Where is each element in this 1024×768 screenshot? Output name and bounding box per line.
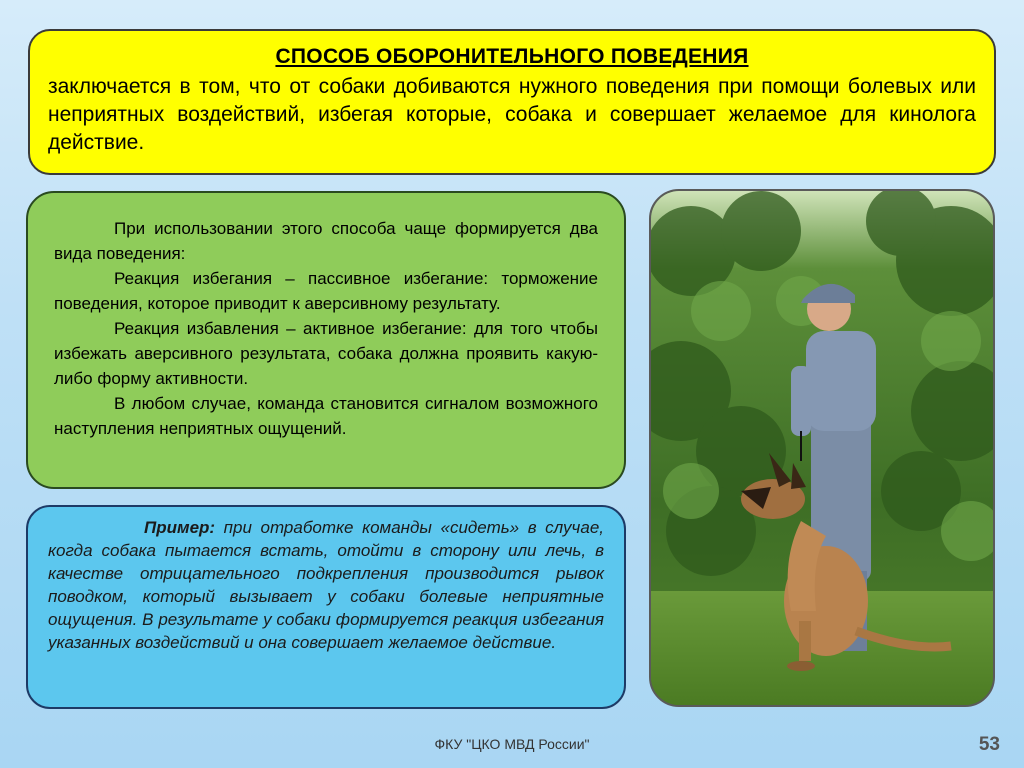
page-number: 53 (978, 734, 1000, 755)
example-lead: Пример: (144, 518, 216, 537)
slide-title: СПОСОБ ОБОРОНИТЕЛЬНОГО ПОВЕДЕНИЯ (275, 45, 749, 68)
example-text: при отработке команды «сидеть» в случае, когда собака пытается встать, отойти в сторону или лечь, в качестве отрицательного подкрепления производится рывок поводком, который вызывает у собаки болевые неприятные ощущения. В результате у собаки формируется реакция избегания указанных воздействий и она совершает желаемое действие. (48, 518, 604, 652)
photo-illustration (651, 191, 995, 707)
example-paragraph (48, 516, 604, 654)
escape-reaction-text: Реакция избавления – активное избегание: для того чтобы избежать аверсивного результата, собака должна проявить какую-либо форму активности. (54, 319, 598, 388)
handler-dog-photo (649, 189, 995, 707)
definition-text: заключается в том, что от собаки добиваются нужного поведения при помощи болевых или неприятных воздействий, избегая которые, собака и совершает желаемое для кинолога действие. (48, 75, 976, 154)
command-signal-text: В любом случае, команда становится сигналом возможного наступления неприятных ощущений. (54, 394, 598, 438)
avoidance-reaction-text: Реакция избегания – пассивное избегание: торможение поведения, которое приводит к аверсивному результату. (54, 269, 598, 313)
footer-org: ФКУ "ЦКО МВД России" (434, 736, 590, 752)
behavior-types-box (26, 191, 626, 489)
example-box (26, 505, 626, 709)
behavior-intro-text: При использовании этого способа чаще формируется два вида поведения: (54, 219, 598, 263)
definition-box (28, 29, 996, 175)
